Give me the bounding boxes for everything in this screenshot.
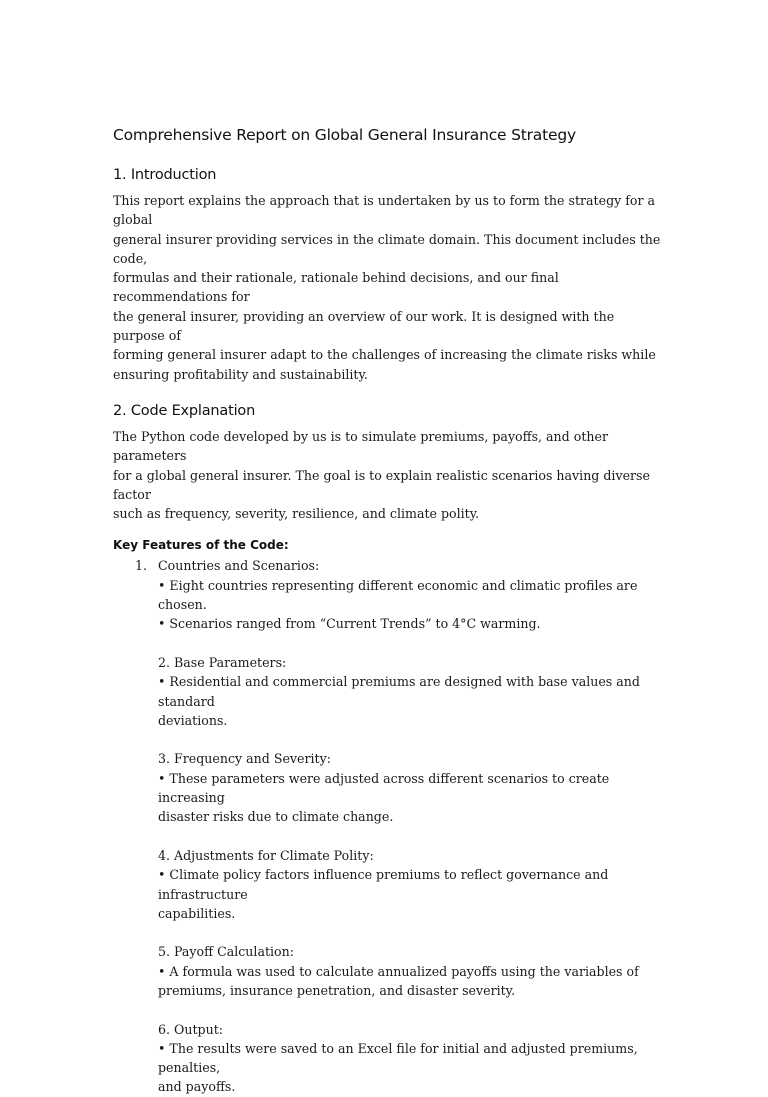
introduction-paragraph	[113, 191, 661, 384]
list-bullet-cont: capabilities.	[158, 905, 236, 921]
list-bullet-cont: and payoffs.	[158, 1079, 236, 1095]
intro-line: general insurer providing services in the climate domain. This document includes the code,	[113, 231, 661, 266]
document-page	[113, 124, 661, 1097]
code-line: for a global general insurer. The goal is to explain realistic scenarios having diverse factor	[113, 467, 650, 502]
list-number: 1.	[135, 558, 148, 574]
list-bullet: • These parameters were adjusted across different scenarios to create increasing	[158, 770, 610, 806]
intro-line: This report explains the approach that is undertaken by us to form the strategy for a global	[113, 193, 656, 228]
section-heading-code-explanation: 2. Code Explanation	[113, 402, 256, 419]
list-bullet-cont: disaster risks due to climate change.	[158, 809, 394, 825]
list-item-title: 6. Output:	[158, 1021, 223, 1037]
list-item-title: 3. Frequency and Severity:	[158, 751, 331, 767]
list-bullet-cont: deviations.	[158, 712, 228, 728]
list-bullet-cont: premiums, insurance penetration, and disaster severity.	[158, 982, 516, 998]
list-bullet: • The results were saved to an Excel file for initial and adjusted premiums, penalties,	[158, 1040, 638, 1076]
list-item-title: 5. Payoff Calculation:	[158, 944, 294, 960]
intro-line: forming general insurer adapt to the challenges of increasing the climate risks while	[113, 347, 656, 363]
section-heading-introduction: 1. Introduction	[113, 167, 217, 183]
code-explanation-paragraph	[113, 427, 661, 523]
features-list	[113, 556, 661, 1096]
key-features-heading: Key Features of the Code:	[113, 538, 289, 553]
list-bullet: • A formula was used to calculate annualized payoffs using the variables of	[158, 963, 639, 979]
list-item-title: 4. Adjustments for Climate Polity:	[158, 847, 374, 863]
list-item-title: Countries and Scenarios:	[158, 558, 320, 574]
intro-line: the general insurer, providing an overview of our work. It is designed with the purpose of	[113, 308, 615, 344]
list-bullet: • Scenarios ranged from “Current Trends” to 4°C warming.	[158, 616, 541, 632]
intro-line: ensuring profitability and sustainability.	[113, 366, 368, 382]
document-title: Comprehensive Report on Global General Insurance Strategy	[113, 126, 576, 144]
list-item-title: 2. Base Parameters:	[158, 654, 287, 670]
code-line: The Python code developed by us is to simulate premiums, payoffs, and other parameters	[113, 428, 608, 464]
intro-line: formulas and their rationale, rationale behind decisions, and our final recommendations for	[113, 270, 559, 305]
list-item	[113, 556, 661, 1096]
list-bullet: • Residential and commercial premiums are designed with base values and standard	[158, 674, 640, 709]
code-line: such as frequency, severity, resilience, and climate polity.	[113, 506, 480, 522]
list-bullet: • Climate policy factors influence premiums to reflect governance and infrastructure	[158, 867, 609, 902]
list-bullet: • Eight countries representing different economic and climatic profiles are chosen.	[158, 577, 638, 613]
